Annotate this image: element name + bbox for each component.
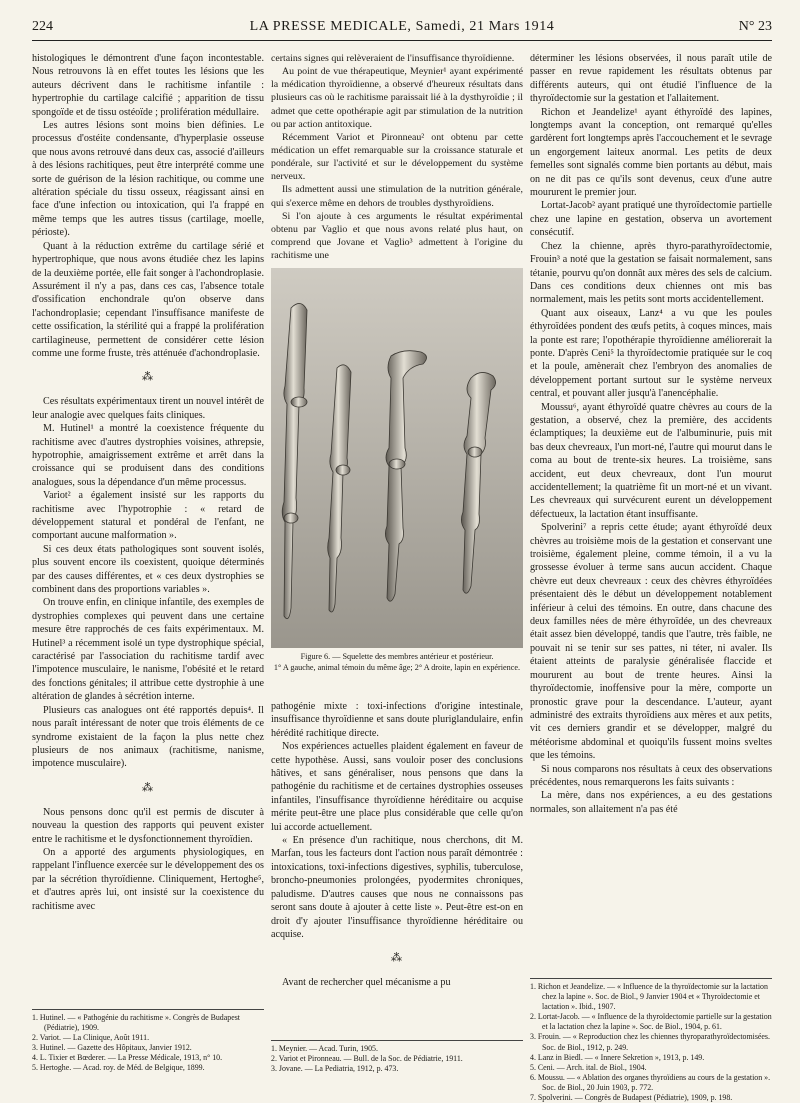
running-header bbox=[32, 19, 772, 39]
paragraph: certains signes qui relèveraient de l'insuffisance thyroïdienne. bbox=[271, 53, 515, 64]
column-1 bbox=[32, 52, 264, 913]
footnote: 3. Hutinel. — Gazette des Hôpitaux, Janvier 1912. bbox=[32, 1043, 192, 1053]
paragraph: « En présence d'un rachitique, nous cherchons, dit M. Marfan, tous les facteurs dont l'action nous paraît démontrée : intoxications, toxi-infections digestives, syphilis, tuberculose, broncho-pneumonies prolongées, pyodermites chroniques, paludisme. D'autres causes que nous ne connaissons pas seront sans doute à ajouter à cette liste ». Peut-être est-on en droit d'y ajouter l'insuffisance thyroïdienne héréditaire ou acquise. bbox=[271, 835, 523, 940]
paragraph: Si nous comparons nos résultats à ceux des observations précédentes, nous remarquerons les faits suivants : bbox=[530, 763, 772, 788]
footnote: 7. Spolverini. — Congrès de Budapest (Pédiatrie), 1909, p. 198. bbox=[530, 1093, 733, 1103]
paragraph: On a apporté des arguments physiologiques, en rappelant l'influence exercée sur le développement des os par la sécrétion thyroïdienne. Cliniquement, Hertoghe⁵, et d'autres après lui, ont insisté sur la coexistence du rachitisme avec bbox=[32, 846, 264, 912]
footnotes-column-1 bbox=[32, 1009, 264, 1074]
footnote: 5. Ceni. — Arch. ital. de Biol., 1904. bbox=[530, 1062, 647, 1072]
footnote: 3. Jovane. — La Pediatria, 1912, p. 473. bbox=[271, 1064, 399, 1074]
footnote: 4. L. Tixier et Bœderer. — La Presse Médicale, 1913, n° 10. bbox=[32, 1053, 223, 1063]
footnotes-column-2 bbox=[271, 1040, 523, 1074]
paragraph: Récemment Variot et Pironneau² ont obtenu par cette médication un effet remarquable sur la croissance staturale et pondérale, sur l'activité et sur le développement du système nerveux. bbox=[271, 131, 523, 183]
paragraph: M. Hutinel¹ a montré la coexistence fréquente du rachitisme avec d'autres dystrophies voisines, athrepsie, hypotrophie, amaigrissement extrême et arrêt dans la croissance qui se produisent dans des conditions analogues, sous la dépendance d'un même processus. bbox=[32, 423, 264, 488]
paragraph: Quant à la réduction extrême du cartilage sérié et hypertrophique, que nous avons étudiée chez les lapins de la deuxième portée, elle fait songer à l'achondroplasie. Assurément il n'y a pas, dans ces cas, l'absence totale d'ossification enchondrale qu'on observe dans l'achondroplasie; cependant l'insuffisance manifeste de cette ossification, la stérilité qui a frappé la prolifération cartilagineuse, permettent de considérer cette lésion comme une forme fruste, très atténuée d'achondroplasie. bbox=[32, 240, 264, 359]
paragraph: Si l'on ajoute à ces arguments le résultat expérimental obtenu par Vaglio et que nous avons relaté plus haut, on comprend que Jovane et Vaglio³ admettent à l'origine du rachitisme une bbox=[271, 210, 523, 262]
paragraph: Nos expériences actuelles plaident également en faveur de cette hypothèse. Aussi, sans vouloir poser des conclusions hâtives, et sans généraliser, nous pensons que dans la pathogénie du rachitisme et de certaines dystrophies osseuses infantiles, l'insuffisance thyroïdienne héréditaire ou acquise mérite peut-être une place plus considérable que celle qu'on lui accorde actuellement. bbox=[271, 741, 523, 833]
header-rule bbox=[32, 40, 772, 41]
paragraph: Nous pensons donc qu'il est permis de discuter à nouveau la question des rapports qui peuvent exister entre le rachitisme et le dysfonctionnement thyroïdien. bbox=[32, 806, 264, 845]
section-separator: ⁂ bbox=[142, 371, 154, 384]
footnote: 1. Richon et Jeandelize. — « Influence de la thyroïdectomie sur la lactation chez la lapine ». Soc. de Biol., 9 Janvier 1904 et « Thyroïdectomie et lactation ». Ibid., 1907. bbox=[530, 982, 768, 1012]
page-number: 224 bbox=[32, 19, 53, 34]
figure-caption-title: Figure 6. — Squelette des membres antérieur et postérieur. bbox=[300, 652, 494, 661]
paragraph: Chez la chienne, après thyro-parathyroïdectomie, Frouin³ a noté que la gestation se faisait normalement, sans tétanie, pourvu qu'on donnât aux mères des sels de calcium. Dans ces conditions deux chiennes ont mis bas normalement, mais les petits sont morts accidentellement. bbox=[530, 240, 772, 306]
footnote: 3. Frouin. — « Reproduction chez les chiennes thyroparathyroïdectomisées. Soc. de Biol., 1912, p. 249. bbox=[530, 1032, 770, 1052]
paragraph: Si ces deux états pathologiques sont souvent isolés, plus souvent encore ils coexistent, quoique déterminés par des causes différentes, et « ces deux dystrophies se combinent dans des proportions variables ». bbox=[32, 543, 264, 596]
footnote: 2. Lortat-Jacob. — « Influence de la thyroïdectomie partielle sur la gestation et la lactation chez la lapine ». Soc. de Biol., 1904, p. 61. bbox=[530, 1012, 772, 1032]
paragraph: Spolverini⁷ a repris cette étude; ayant éthyroïdé deux chèvres au troisième mois de la gestation et conservant une troisième, également pleine, comme témoin, il a vu la grossesse évoluer à terme sans aucun accident. Chaque chèvre eut deux chevreaux : ceux des chèvres éthyroïdées présentaient dès le début un développement notablement inférieur à celui des témoins. En outre, dans chacune des deux familles nées de mère éthyroïdée, un des chevreaux était assez bien développé, tandis que l'autre, très faible, ne pouvait ni se tenir sur ses pattes, ni téter, ni avaler. Ils étaient atteints de paralysie généralisée flaccide et moururent au bout de trente heures. Ainsi la thyroïdectomie, inoffensive pour la mère, comporte un pronostic grave pour la descendance. L'auteur, ayant administré des extraits thyroïdiens aux mères et aux petits, vit ces derniers grandir et se développer, malgré du météorisme abdominal et quoiqu'ils fussent moins sveltes que les témoins. bbox=[530, 522, 772, 762]
issue-number: N° 23 bbox=[738, 19, 772, 34]
figure-caption bbox=[271, 652, 523, 673]
paragraph: pathogénie mixte : toxi-infections d'origine intestinale, insuffisance thyroïdienne et sans doute pluriglandulaire, enfin hérédité rachitique directe. bbox=[271, 701, 523, 739]
footnote: 5. Hertoghe. — Acad. roy. de Méd. de Belgique, 1899. bbox=[32, 1063, 205, 1073]
paragraph: Avant de rechercher quel mécanisme a pu bbox=[282, 977, 451, 989]
paragraph: histologiques le démontrent d'une façon incontestable. Nous retrouvons là en effet toutes les lésions que les auteurs décrivent dans le rachitisme infantile : hypertrophie du cartilage calcifié ; apparition de tissu spongoïde et de tissu ostéoïde ; prolifération médullaire. bbox=[32, 53, 264, 118]
figure-caption-body: 1° A gauche, animal témoin du même âge; 2° A droite, lapin en expérience. bbox=[273, 662, 521, 672]
paragraph: Ils admettent aussi une stimulation de la nutrition générale, qui s'exerce même en dehors de troubles dysthyroïdiens. bbox=[271, 184, 523, 209]
column-3 bbox=[530, 52, 772, 816]
footnote: 4. Lanz in Biedl. — « Innere Sekretion », 1913, p. 149. bbox=[530, 1052, 705, 1062]
footnote-rule bbox=[32, 1009, 264, 1010]
paragraph: Variot² a également insisté sur les rapports du rachitisme avec l'hypotrophie : « retard de développement statural et pondéral de l'enfant, ne comportant aucune malformation ». bbox=[32, 490, 264, 542]
footnote: 1. Meynier. — Acad. Turin, 1905. bbox=[271, 1044, 378, 1053]
footnote-rule bbox=[271, 1040, 523, 1041]
journal-title: LA PRESSE MEDICALE, Samedi, 21 Mars 1914 bbox=[249, 19, 555, 34]
paragraph: Ces résultats expérimentaux tirent un nouvel intérêt de leur analogie avec quelques faits cliniques. bbox=[32, 396, 264, 421]
column-2-continued bbox=[271, 700, 523, 990]
paragraph: Richon et Jeandelize¹ ayant éthyroïdé des lapines, longtemps avant la conception, ont remarqué qu'elles gardèrent fort longtemps après l'accouchement et le sevrage un engorgement laiteux anormal. Les petits de deux femelles sont signalés comme bien portants au début, mais on ne dit pas ce qu'ils sont devenus, ceux d'une autre moururent le premier jour. bbox=[530, 106, 772, 199]
footnote: 2. Variot. — La Clinique, Août 1911. bbox=[32, 1033, 150, 1043]
footnote-rule bbox=[530, 978, 772, 979]
paragraph: Les autres lésions sont moins bien définies. Le processus d'ostéite condensante, d'hyperplasie osseuse que nous avons retrouvé dans deux cas, associé d'ailleurs à des lésions rachitiques, peut être interprété comme une sorte de guérison de la lésion rachitique, ou comme une altération spéciale du tissu osseux, réagissant ainsi en face d'une infection ou intoxication, qui l'a frappé en même temps que les autres tissus (cartilage, moelle, périoste). bbox=[32, 120, 264, 239]
section-separator: ⁂ bbox=[142, 781, 154, 794]
footnotes-column-3 bbox=[530, 978, 772, 1103]
paragraph: Quant aux oiseaux, Lanz⁴ a vu que les poules éthyroïdées pondent des œufs petits, à coques minces, mais la ponte est rare; l'opothérapie thyroïdienne améliorerait la ponte. D'après Ceni⁵ la thyroïdectomie pratiquée sur le coq et la poule, amènerait chez l'embryon des anomalies de développement portant surtout sur le système nerveux central, et pouvant aller jusqu'à l'anencéphalie. bbox=[530, 307, 772, 400]
paragraph: La mère, dans nos expériences, a eu des gestations normales, son allaitement n'a pas été bbox=[530, 790, 772, 815]
paragraph: On trouve enfin, en clinique infantile, des exemples de dystrophies complexes qui peuvent dans une certaine mesure être rapprochés de ces faits expérimentaux. M. Hutinel³ a récemment isolé un type dystrophique spécial, caractérisé par l'association du rachitisme tardif avec l'impotence musculaire, le nanisme, l'obésité et le retard des fonctions génitales; il attribue cette dystrophie à une altération de glandes à sécrétion interne. bbox=[32, 597, 264, 703]
column-2 bbox=[271, 52, 523, 262]
footnote: 6. Moussu. — « Ablation des organes thyroïdiens au cours de la gestation ». Soc. de Biol., 20 Juin 1903, p. 772. bbox=[530, 1072, 771, 1092]
skeleton-limbs-photograph bbox=[271, 268, 523, 648]
paragraph: Au point de vue thérapeutique, Meynier¹ ayant expérimenté la médication thyroïdienne, a observé d'heureux résultats dans plusieurs cas où le rachitisme paraissait lié à la dysthyroïdie ; il admet que cette opothérapie agit par stimulation de la nutrition ou par action antitoxique. bbox=[271, 66, 523, 130]
paragraph: Lortat-Jacob² ayant pratiqué une thyroïdectomie partielle chez une lapine en gestation, observa un avortement consécutif. bbox=[530, 200, 772, 239]
paragraph: Moussu⁶, ayant éthyroïdé quatre chèvres au cours de la gestation, a observé, chez la première, des accidents éclamptiques; la deuxième eut de l'albuminurie, puis mit bas deux chevreaux, l'un mort-né, l'autre qui mourut dans le coma au bout de trente-six heures. La troisième, sans accident, eut deux chevreaux, dont l'un mourut accidentellement; la quatrième fit un mort-né et un vivant. Les chevreaux qui survécurent eurent un développement défectueux, la lactation étant insuffisante. bbox=[530, 401, 772, 520]
section-separator: ⁂ bbox=[391, 952, 403, 965]
footnote: 1. Hutinel. — « Pathogénie du rachitisme ». Congrès de Budapest (Pédiatrie), 1909. bbox=[32, 1013, 240, 1033]
footnote: 2. Variot et Pironneau. — Bull. de la Soc. de Pédiatrie, 1911. bbox=[271, 1054, 463, 1064]
paragraph: déterminer les lésions observées, il nous paraît utile de passer en revue rapidement les résultats obtenus par différents auteurs, qui ont étudié l'influence de la thyroïdectomie sur la gestation et l'allaitement. bbox=[530, 53, 772, 105]
paragraph: Plusieurs cas analogues ont été rapportés depuis⁴. Il nous paraît intéressant de noter que trois éléments de ce syndrome existaient de la façon la plus nette chez plusieurs de nos animaux (rachitisme, nanisme, impotence musculaire). bbox=[32, 704, 264, 770]
